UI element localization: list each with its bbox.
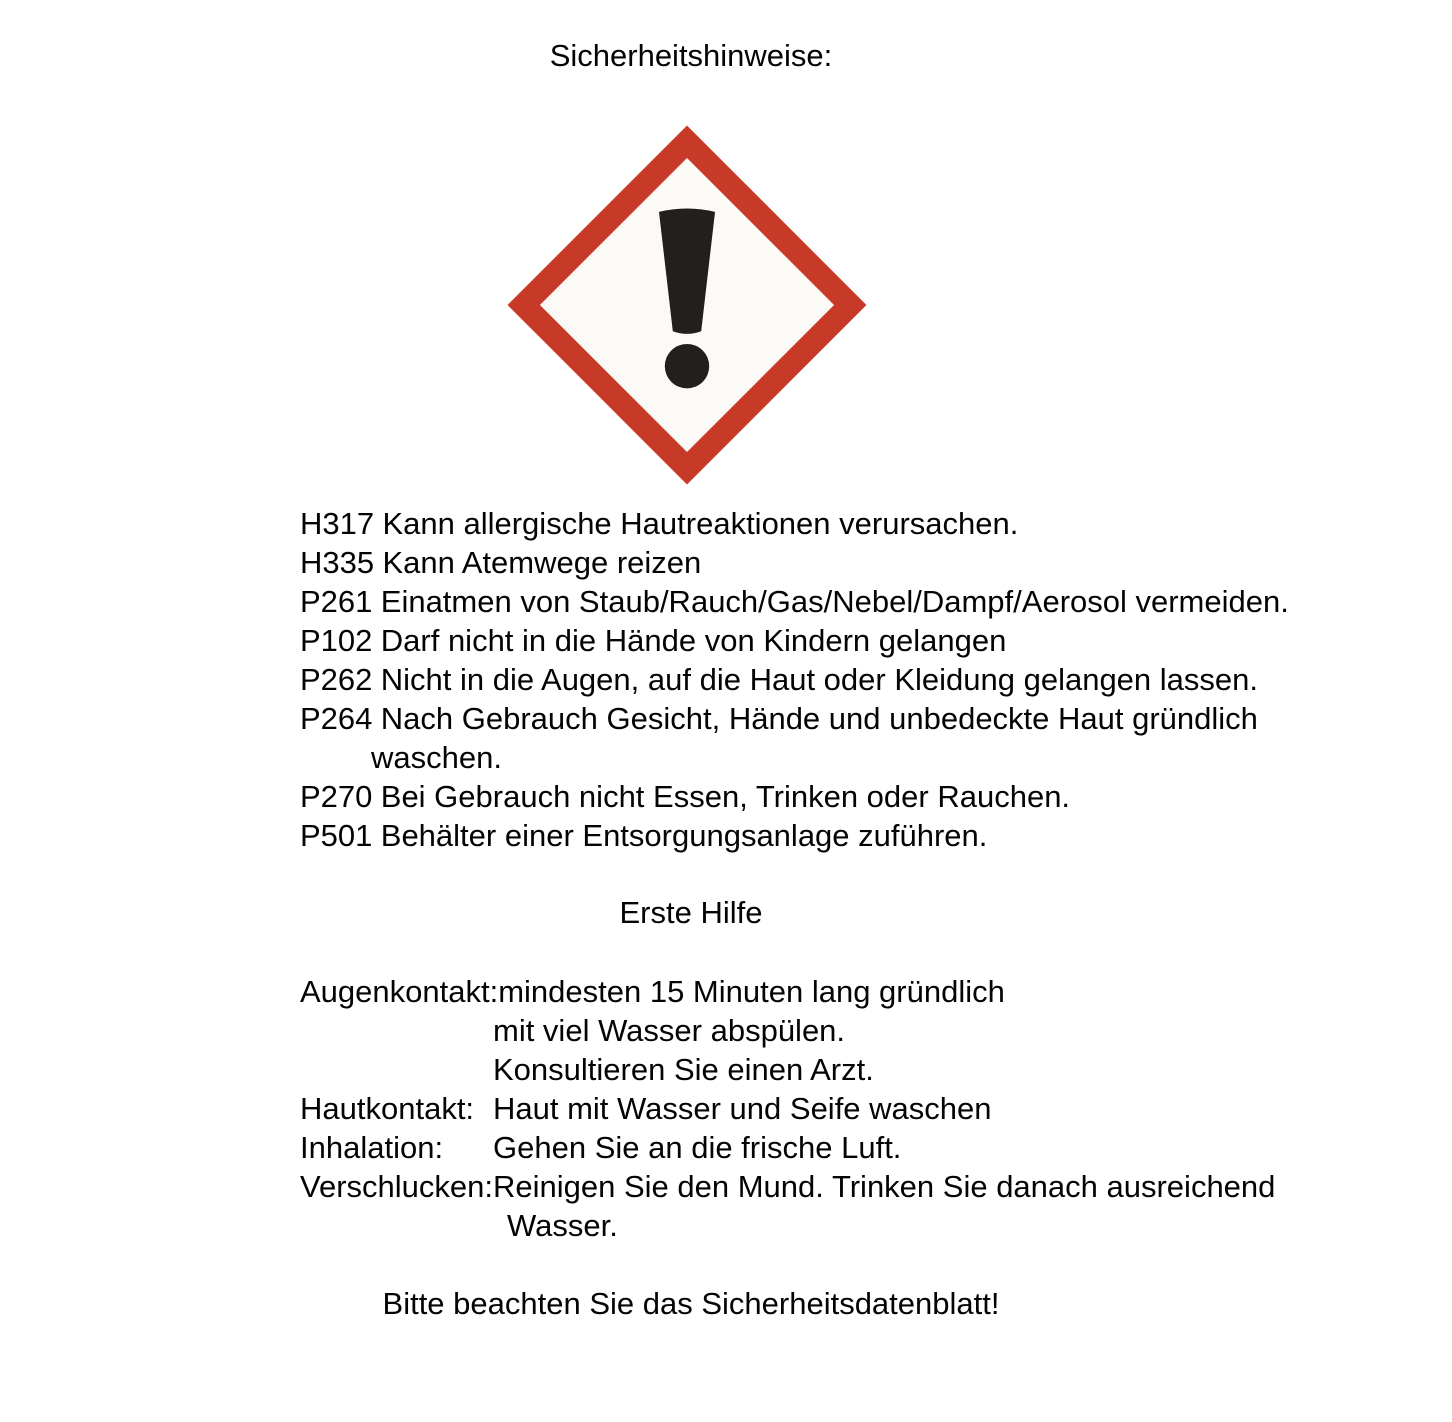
statement-text: Behälter einer Entsorgungsanlage zuführen. (380, 818, 988, 853)
first-aid-label (300, 1050, 493, 1089)
first-aid-label: Hautkontakt: (300, 1091, 475, 1126)
statement-code: P102 (300, 623, 373, 658)
first-aid-text: Haut mit Wasser und Seife waschen (493, 1091, 992, 1126)
statement-p270 (300, 777, 1289, 816)
statement-text: Nach Gebrauch Gesicht, Hände und unbedeckte Haut gründlich (380, 701, 1258, 736)
statement-p264-continuation (300, 738, 1289, 777)
statement-p501 (300, 816, 1289, 855)
statement-text: Darf nicht in die Hände von Kindern gelangen (380, 623, 1007, 658)
first-aid-text: Reinigen Sie den Mund. Trinken Sie danach ausreichend (493, 1169, 1276, 1204)
statement-code: P270 (300, 779, 373, 814)
first-aid-instructions (300, 972, 1275, 1245)
first-aid-label (300, 1206, 493, 1245)
statement-code: P262 (300, 662, 373, 697)
first-aid-row-verschlucken-continuation (300, 1206, 1275, 1245)
statement-p102 (300, 621, 1289, 660)
statement-p261 (300, 582, 1289, 621)
first-aid-row-augenkontakt (300, 972, 1275, 1011)
statement-code: P264 (300, 701, 373, 736)
first-aid-text: mit viel Wasser abspülen. (493, 1013, 846, 1048)
first-aid-text: Konsultieren Sie einen Arzt. (493, 1052, 874, 1087)
warning-diamond-icon (505, 123, 869, 487)
statement-code: H317 (300, 506, 375, 541)
first-aid-label: Verschlucken: (300, 1169, 493, 1204)
first-aid-text: Wasser. (507, 1208, 618, 1243)
ghs07-warning-pictogram (505, 123, 869, 487)
statement-text: Einatmen von Staub/Rauch/Gas/Nebel/Dampf/Aerosol vermeiden. (380, 584, 1289, 619)
statement-h335 (300, 543, 1289, 582)
first-aid-text: mindesten 15 Minuten lang gründlich (498, 974, 1005, 1009)
first-aid-label: Augenkontakt: (300, 974, 499, 1009)
first-aid-row-hautkontakt (300, 1089, 1275, 1128)
safety-datasheet-note: Bitte beachten Sie das Sicherheitsdatenblatt! (382, 1286, 1000, 1321)
exclamation-dot (665, 344, 709, 388)
statement-code: P261 (300, 584, 373, 619)
first-aid-label (300, 1011, 493, 1050)
first-aid-label: Inhalation: (300, 1130, 444, 1165)
page-title: Sicherheitshinweise: (549, 38, 833, 73)
first-aid-row-verschlucken (300, 1167, 1275, 1206)
first-aid-row-augenkontakt-continuation (300, 1011, 1275, 1050)
statement-text: waschen. (371, 740, 502, 775)
statement-h317 (300, 504, 1289, 543)
first-aid-row-inhalation (300, 1128, 1275, 1167)
section-heading-erste-hilfe: Erste Hilfe (619, 895, 763, 930)
statement-p262 (300, 660, 1289, 699)
hazard-precaution-statements (300, 504, 1289, 855)
statement-code: H335 (300, 545, 375, 580)
statement-text: Nicht in die Augen, auf die Haut oder Kleidung gelangen lassen. (380, 662, 1258, 697)
first-aid-row-augenkontakt-continuation (300, 1050, 1275, 1089)
statement-text: Kann Atemwege reizen (382, 545, 702, 580)
statement-p264 (300, 699, 1289, 738)
first-aid-text: Gehen Sie an die frische Luft. (493, 1130, 902, 1165)
statement-text: Bei Gebrauch nicht Essen, Trinken oder Rauchen. (380, 779, 1071, 814)
statement-code: P501 (300, 818, 373, 853)
statement-text: Kann allergische Hautreaktionen verursachen. (382, 506, 1019, 541)
